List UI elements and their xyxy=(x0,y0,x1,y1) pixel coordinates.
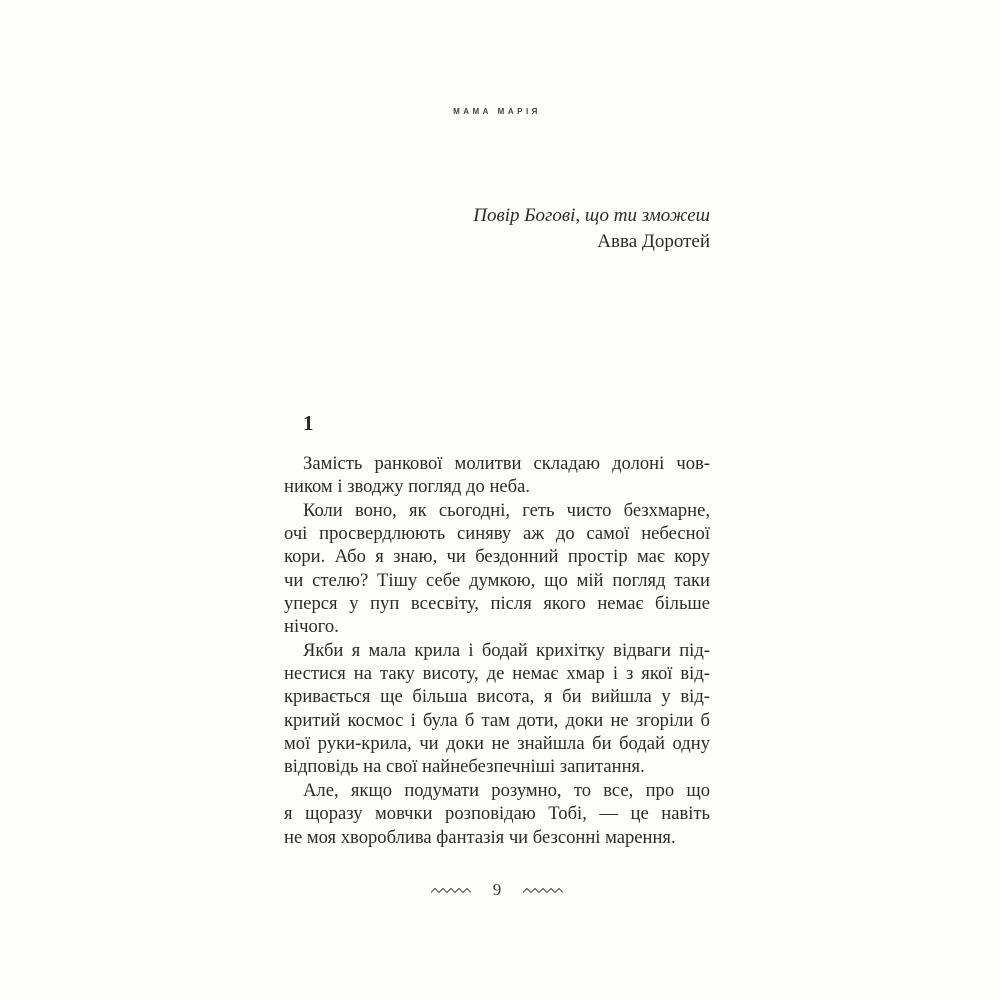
chapter-number: 1 xyxy=(303,411,314,435)
text-line: Якби я мала крила і бодай крихітку відваги під- xyxy=(303,639,710,661)
text-line: Коли воно, як сьогодні, геть чисто безхмарне, xyxy=(303,499,710,521)
text-line: мої руки-крила, чи доки не знайшла би бодай одну xyxy=(284,733,710,755)
text-line: нічого. xyxy=(284,616,339,638)
page-number: 9 xyxy=(492,880,502,899)
epigraph-attribution: Авва Доротей xyxy=(597,231,710,252)
zigzag-ornament-right xyxy=(523,886,563,895)
text-line: кривається ще більша висота, я би вийшла у від- xyxy=(284,686,710,708)
paragraph xyxy=(284,452,710,499)
text-line: чи стелю? Тішу себе думкою, що мій погляд таки xyxy=(284,569,710,591)
epigraph-quote: Повір Богові, що ти зможеш xyxy=(473,205,710,226)
body-paragraphs xyxy=(284,452,710,849)
text-line: Але, якщо подумати розумно, то все, про що xyxy=(303,779,710,801)
paragraph xyxy=(284,639,710,779)
text-line: критий космос і була б там доти, доки не згоріли б xyxy=(284,709,710,731)
text-line: відповідь на свої найнебезпечніші запитання. xyxy=(284,756,645,778)
paragraph xyxy=(284,779,710,849)
text-line: уперся у пуп всесвіту, після якого немає більше xyxy=(284,593,710,615)
text-line: Замість ранкової молитви складаю долоні чов- xyxy=(303,453,710,474)
zigzag-ornament-left xyxy=(431,886,471,895)
text-line: кори. Або я знаю, чи бездонний простір має кору xyxy=(284,546,710,568)
text-line: нестися на таку висоту, де немає хмар і з якої від- xyxy=(284,663,710,685)
epigraph xyxy=(284,203,710,255)
text-line: ником і зводжу погляд до неба. xyxy=(284,476,531,498)
text-line: я щоразу мовчки розповідаю Тобі, — це навіть xyxy=(284,803,710,825)
running-header: МАМА МАРІЯ xyxy=(453,107,541,116)
text-line: не моя хвороблива фантазія чи безсонні марення. xyxy=(284,826,676,848)
paragraph xyxy=(284,499,710,639)
page-footer xyxy=(284,881,710,900)
text-line: очі просвердлюють синяву аж до самої небесної xyxy=(284,523,710,545)
